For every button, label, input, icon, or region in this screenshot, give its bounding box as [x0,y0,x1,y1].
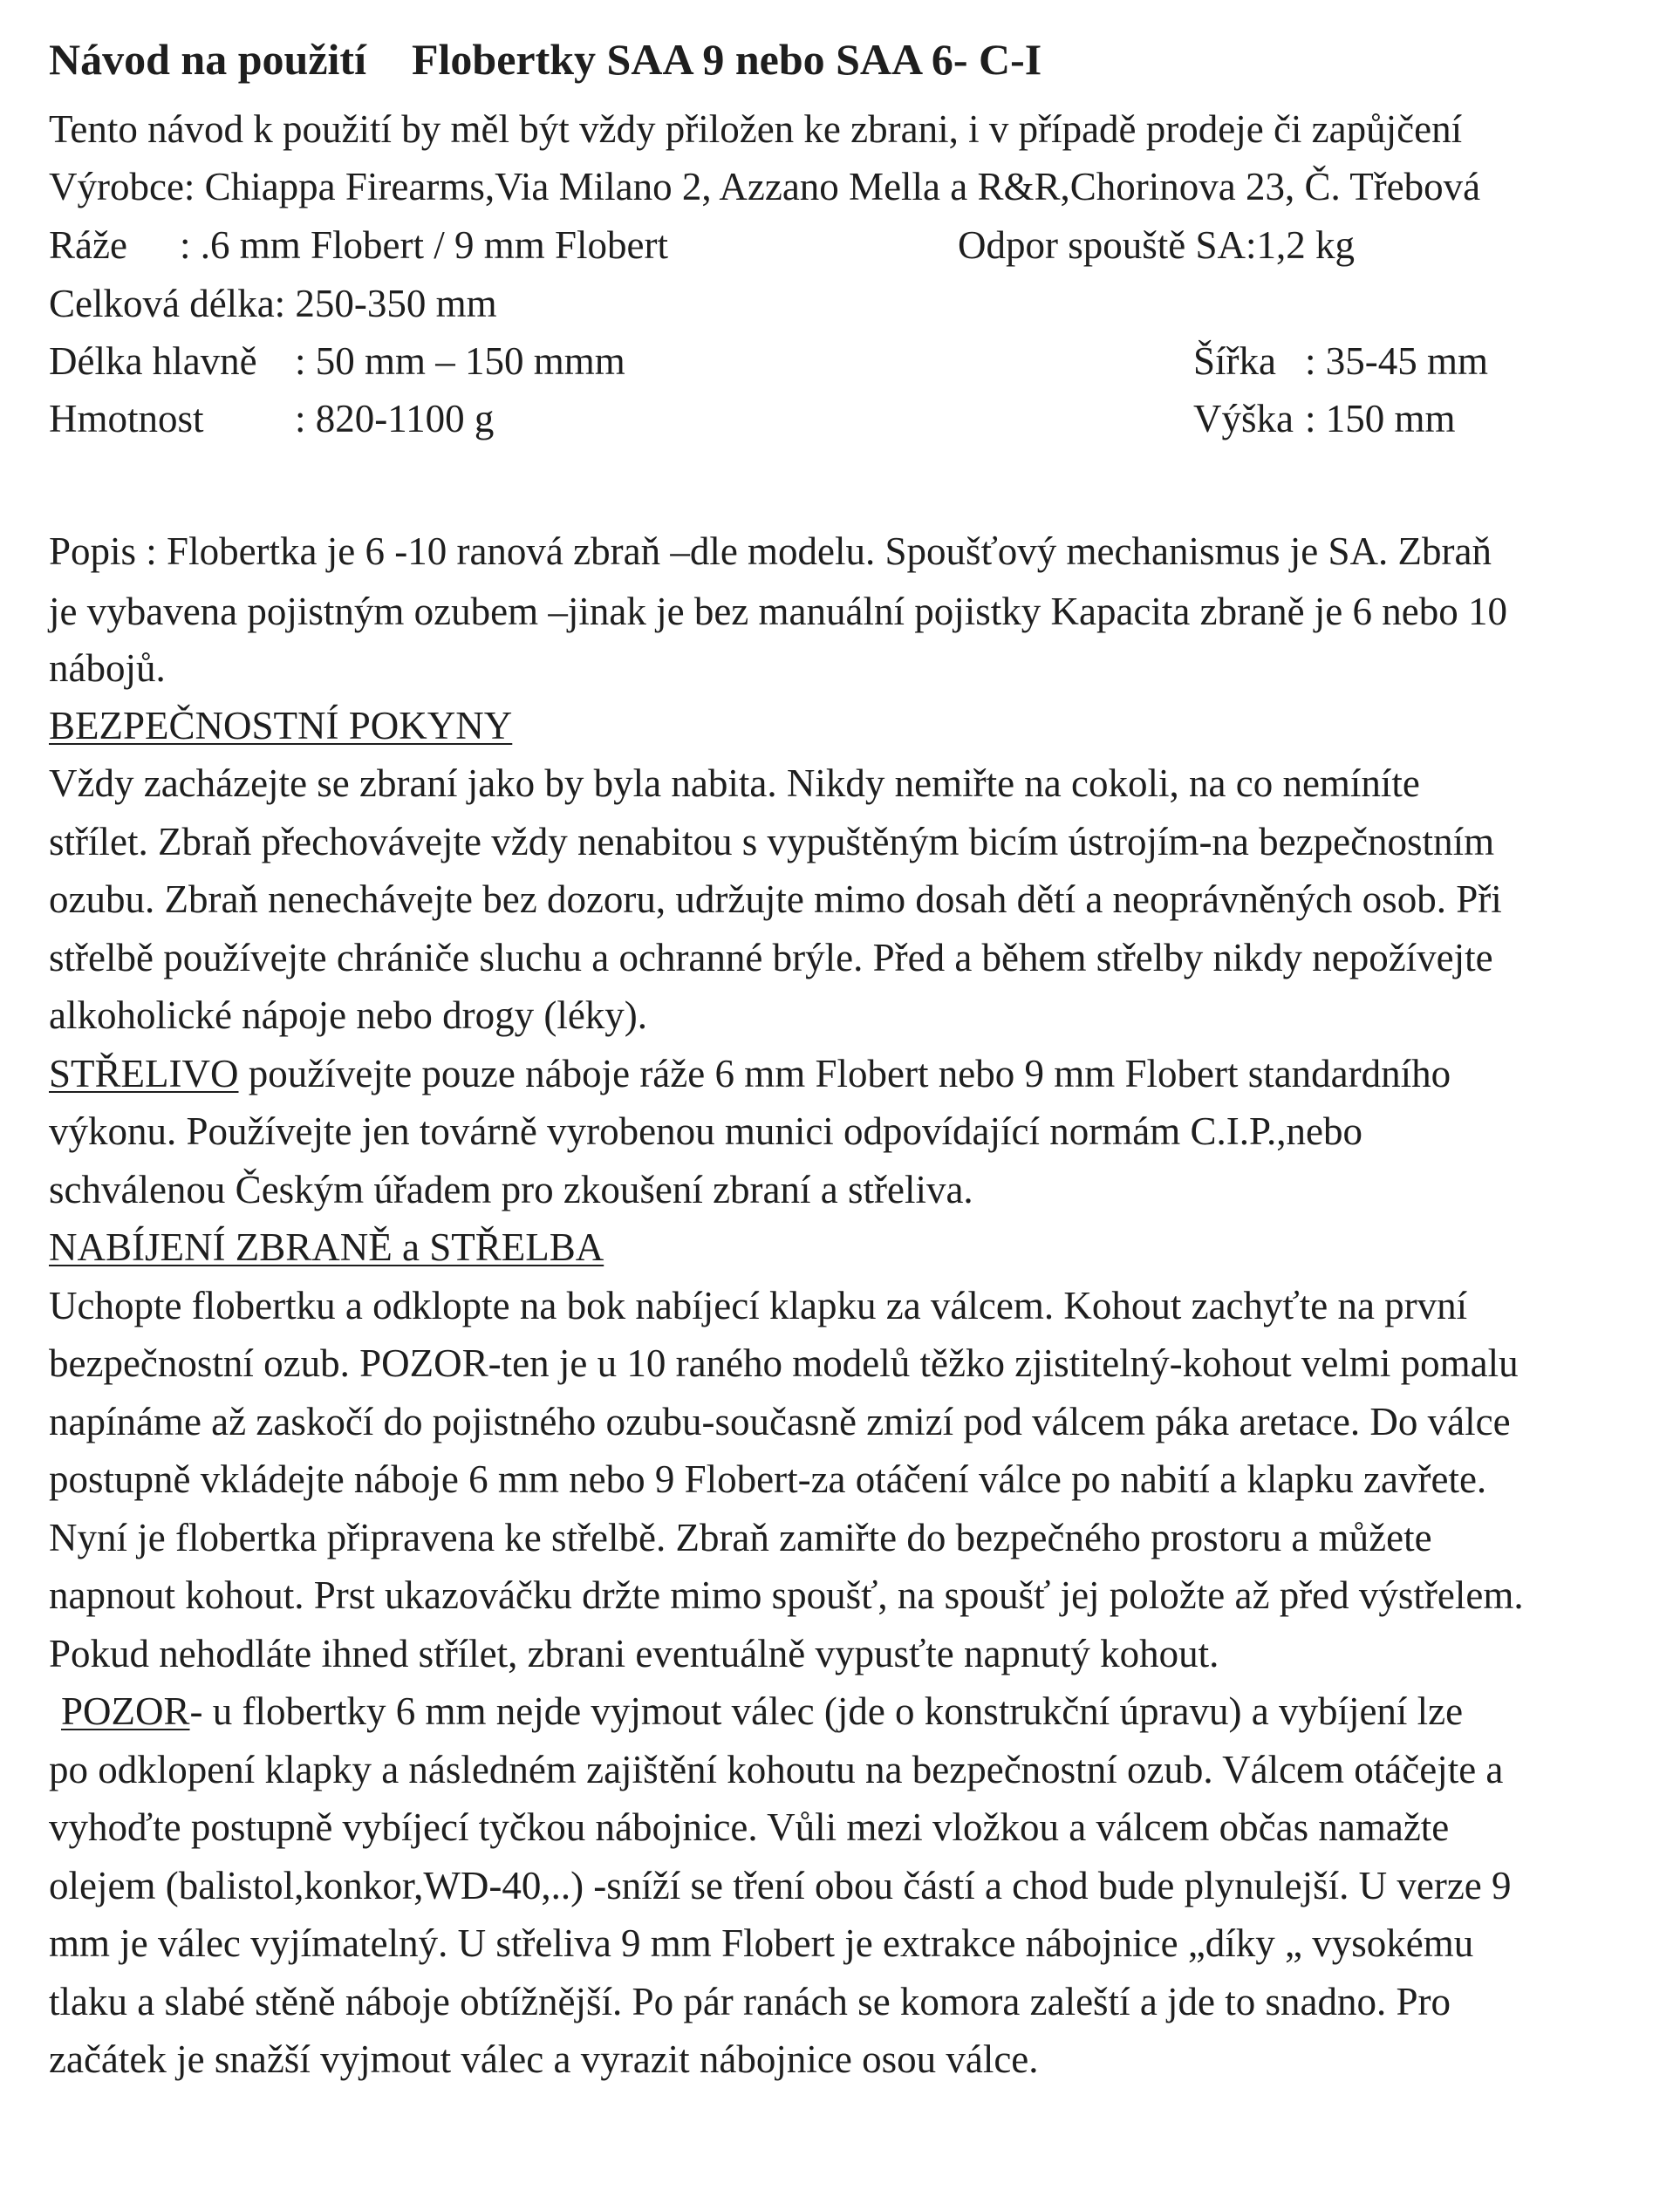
weight-label: Hmotnost [49,397,204,440]
spec-weight [49,394,494,443]
loading-line-7: Pokud nehodláte ihned střílet, zbrani eventuálně vypusťte napnutý kohout. [49,1632,1219,1675]
height-value: : 150 mm [1305,397,1456,440]
weight-value: : 820-1100 g [295,397,495,440]
description-line-3: nábojů. [49,646,166,690]
warning-line-2: po odklopení klapky a následném zajištění kohoutu na bezpečnostní ozub. Válcem otáčejte a [49,1748,1504,1791]
loading-line-4: postupně vkládejte náboje 6 mm nebo 9 Flobert-za otáčení válce po nabití a klapku zavřete. [49,1457,1487,1501]
warning-line-1-text: - u flobertky 6 mm nejde vyjmout válec (jde o konstrukční úpravu) a vybíjení lze [189,1689,1464,1733]
safety-line-2: střílet. Zbraň přechovávejte vždy nenabitou s vypuštěným bicím ústrojím-na bezpečnostním [49,820,1495,863]
spec-total-length: Celková délka: 250-350 mm [49,282,497,325]
ammo-line-2: výkonu. Používejte jen továrně vyrobenou munici odpovídající normám C.I.P.,nebo [49,1109,1362,1153]
safety-line-4: střelbě používejte chrániče sluchu a ochranné brýle. Před a během střelby nikdy nepožívejte [49,936,1493,979]
warning-line-1 [61,1687,1463,1736]
loading-line-1: Uchopte flobertku a odklopte na bok nabíjecí klapku za válcem. Kohout zachyťte na první [49,1284,1468,1327]
ammo-line-1-text: používejte pouze náboje ráže 6 mm Flobert nebo 9 mm Flobert standardního [238,1052,1451,1095]
title-part-2: Flobertky SAA 9 nebo SAA 6- C-I [411,35,1042,84]
caliber-value: : .6 mm Flobert / 9 mm Flobert [180,223,668,267]
safety-line-1: Vždy zacházejte se zbraní jako by byla nabita. Nikdy nemiřte na cokoli, na co nemíníte [49,761,1420,805]
manufacturer-line: Výrobce: Chiappa Firearms,Via Milano 2, Azzano Mella a R&R,Chorinova 23, Č. Třebová [49,165,1481,208]
ammo-line-3: schválenou Českým úřadem pro zkoušení zbraní a střeliva. [49,1168,973,1211]
spec-height [1193,394,1456,443]
warning-line-4: olejem (balistol,konkor,WD-40,..) -sníží se tření obou částí a chod bude plynulejší. U verze 9 [49,1864,1512,1907]
safety-heading: BEZPEČNOSTNÍ POKYNY [49,704,513,747]
warning-line-5: mm je válec vyjímatelný. U střeliva 9 mm Flobert je extrakce nábojnice „díky „ vysokému [49,1921,1474,1965]
title-part-1: Návod na použití [49,35,366,84]
loading-line-6: napnout kohout. Prst ukazováčku držte mimo spoušť, na spoušť jej položte až před výstřelem. [49,1573,1524,1617]
warning-line-7: začátek je snažší vyjmout válec a vyrazit nábojnice osou válce. [49,2037,1039,2081]
description-line-1: Popis : Flobertka je 6 -10 ranová zbraň –dle modelu. Spoušťový mechanismus je SA. Zbraň [49,529,1492,573]
width-label: Šířka [1193,339,1276,383]
caliber-label: Ráže [49,223,127,267]
loading-heading: NABÍJENÍ ZBRANĚ a STŘELBA [49,1225,604,1269]
loading-line-5: Nyní je flobertka připravena ke střelbě. Zbraň zamiřte do bezpečného prostoru a můžete [49,1516,1432,1559]
ammo-heading: STŘELIVO [49,1052,239,1095]
loading-line-3: napínáme až zaskočí do pojistného ozubu-současně zmizí pod válcem páka aretace. Do válce [49,1400,1511,1443]
ammo-line-1 [49,1049,1451,1098]
warning-line-6: tlaku a slabé stěně náboje obtížnější. Po pár ranách se komora zaleští a jde to snadno. Pro [49,1980,1451,2023]
safety-line-5: alkoholické nápoje nebo drogy (léky). [49,993,648,1037]
height-label: Výška [1193,397,1294,440]
spec-width [1193,337,1488,385]
warning-heading: POZOR [61,1689,190,1733]
intro-line-1: Tento návod k použití by měl být vždy přiložen ke zbrani, i v případě prodeje či zapůjčení [49,107,1463,151]
width-value: : 35-45 mm [1305,339,1488,383]
barrel-value: : 50 mm – 150 mmm [295,339,625,383]
safety-line-3: ozubu. Zbraň nenechávejte bez dozoru, udržujte mimo dosah dětí a neoprávněných osob. Při [49,877,1502,921]
document-title [49,35,1041,84]
spec-caliber [49,221,668,270]
spec-barrel-length [49,337,625,385]
warning-line-3: vyhoďte postupně vybíjecí tyčkou nábojnice. Vůli mezi vložkou a válcem občas namažte [49,1805,1450,1849]
barrel-label: Délka hlavně [49,339,257,383]
description-line-2: je vybavena pojistným ozubem –jinak je bez manuální pojistky Kapacita zbraně je 6 nebo 10 [49,590,1507,633]
loading-line-2: bezpečnostní ozub. POZOR-ten je u 10 raného modelů těžko zjistitelný-kohout velmi pomalu [49,1341,1519,1385]
spec-trigger: Odpor spouště SA:1,2 kg [958,223,1356,267]
